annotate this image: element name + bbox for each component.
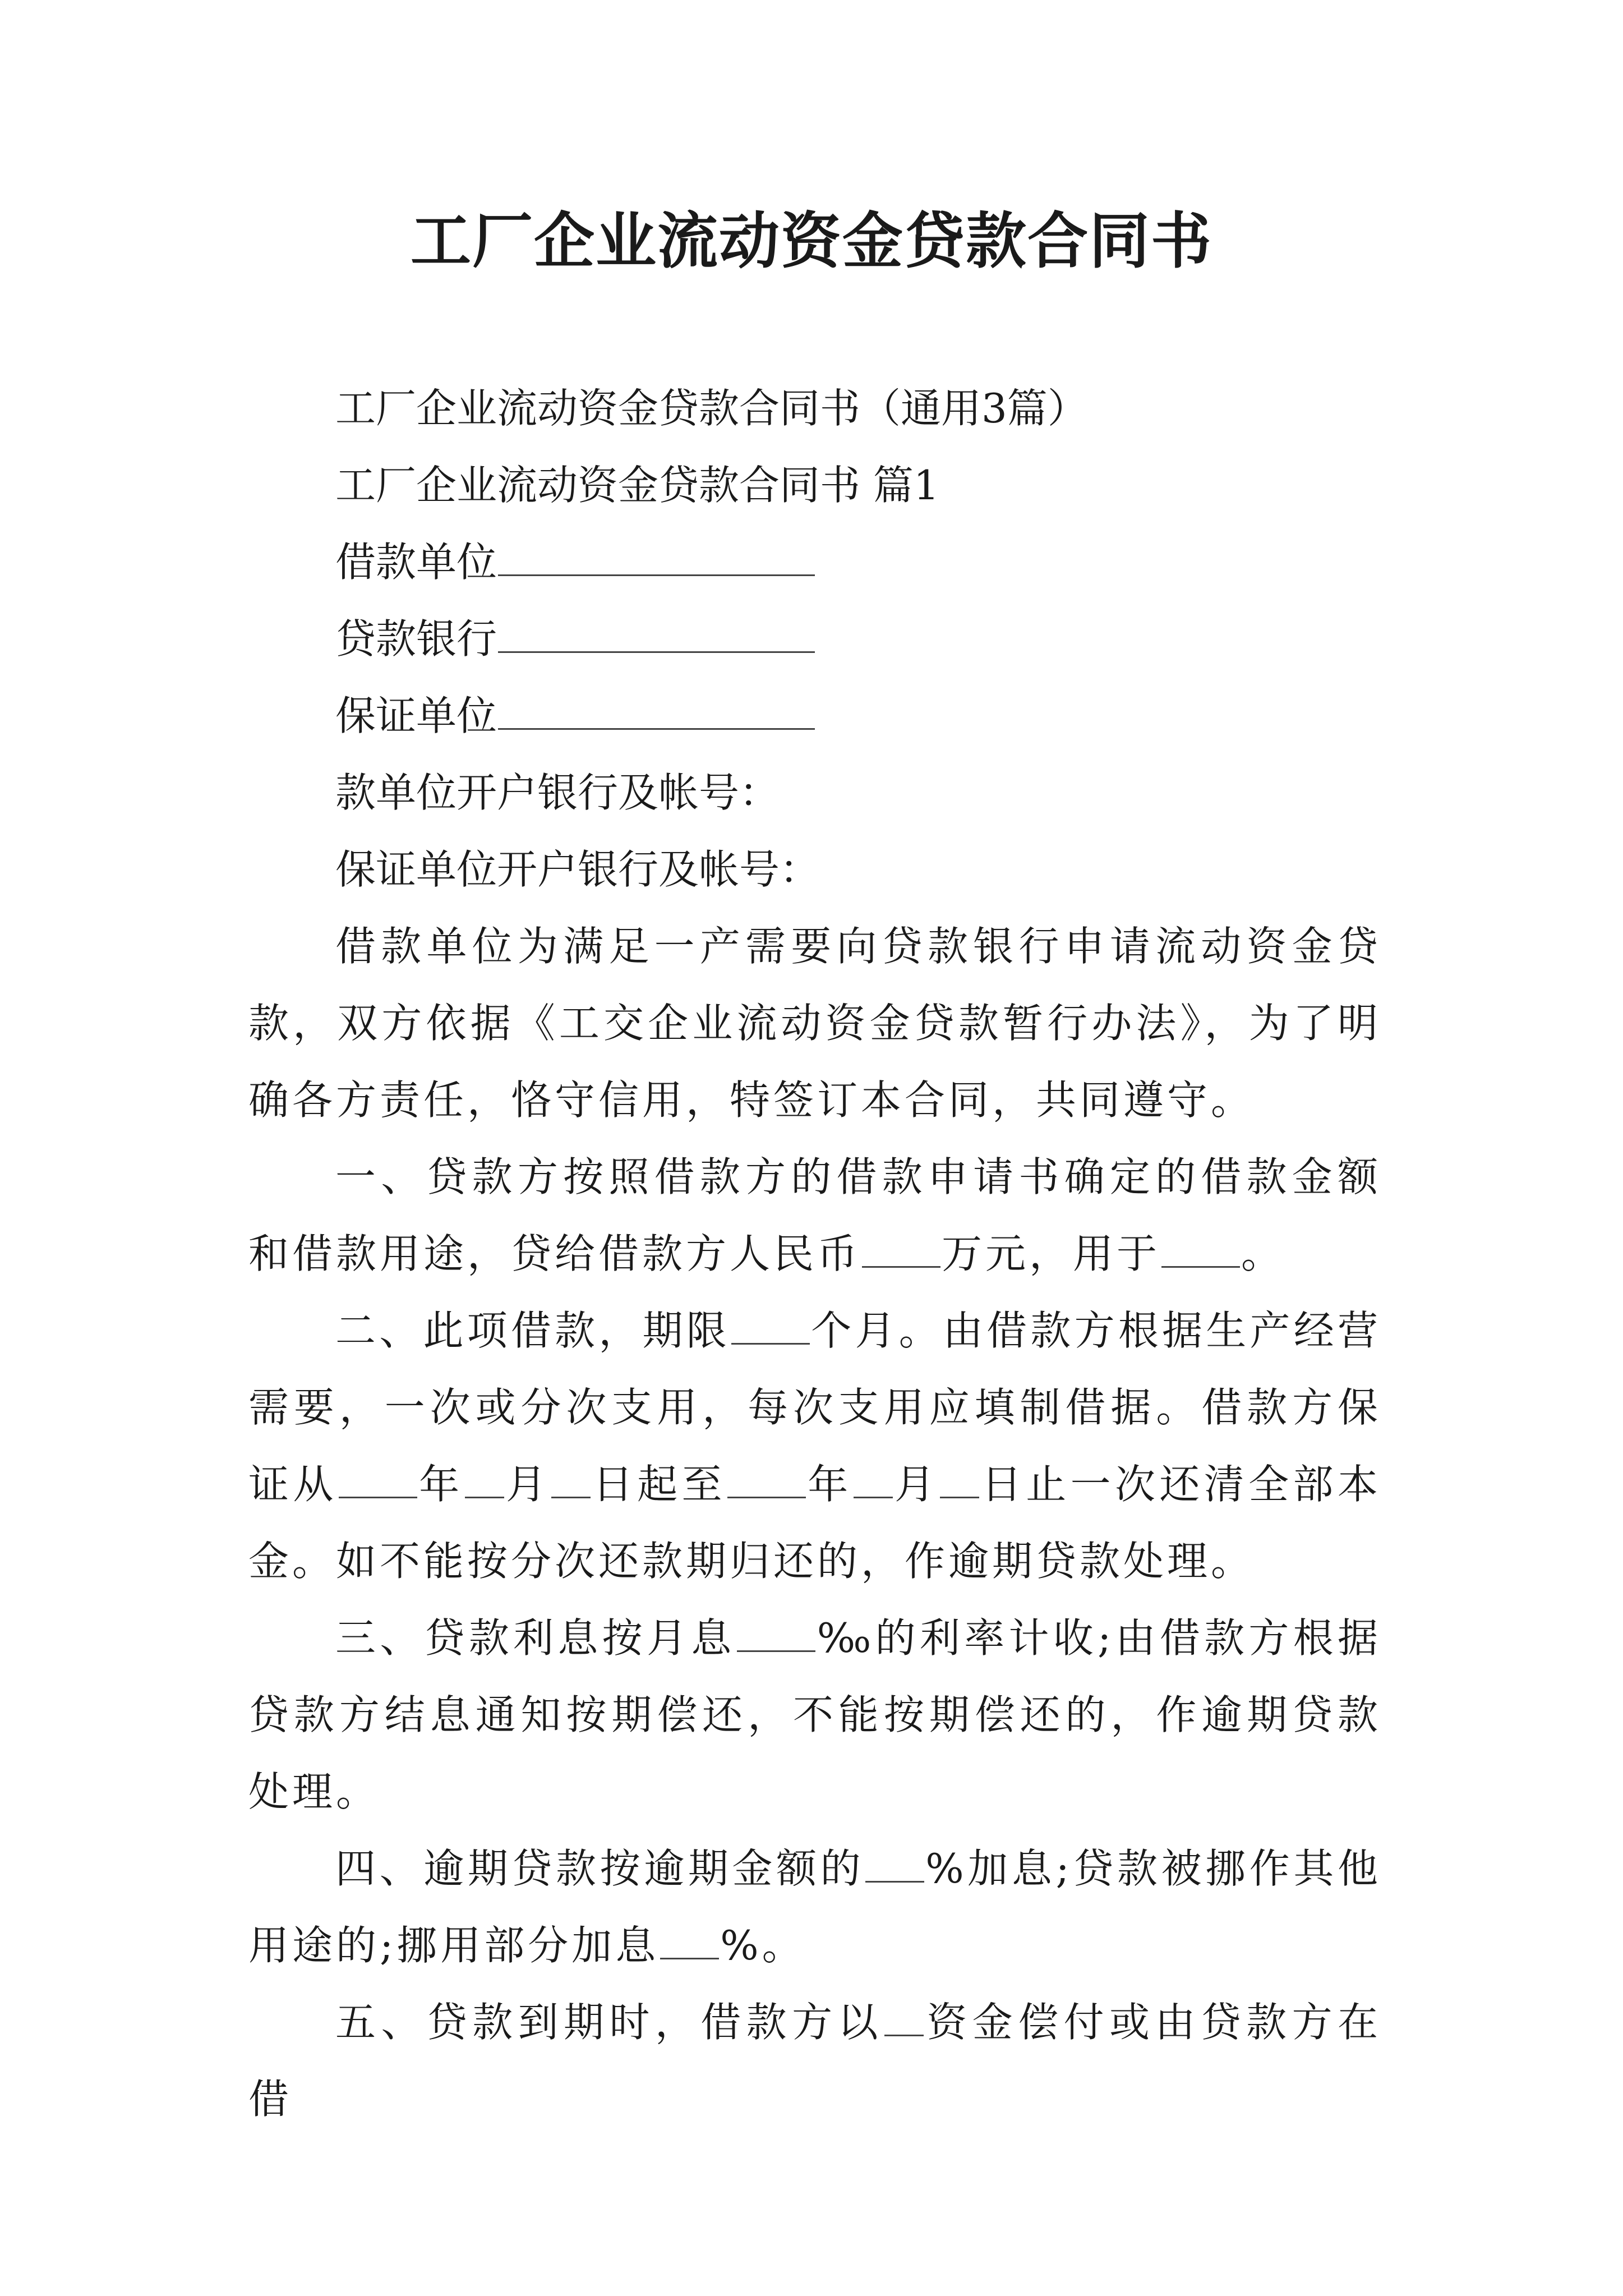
lender-label: 贷款银行 [335,615,497,662]
clause-4-text-b: %加息;贷款被挪作其他用途的;挪用部分加息 [248,1845,1381,1969]
clause-2 [248,1292,1381,1600]
clause-2-text-a: 二、此项借款，期限 [335,1307,731,1354]
end-day-blank [940,1463,979,1498]
end-year-label: 年 [806,1461,852,1508]
clause-5 [248,1984,1381,2138]
document-body [248,370,1381,2138]
borrower-label: 借款单位 [335,539,497,586]
borrower-blank [498,541,815,576]
guarantor-label: 保证单位 [335,692,497,739]
borrower-account-line: 款单位开户银行及帐号： [335,769,780,816]
clause-1-text-a: 一、贷款方按照借款方的借款申请书确定的借款金额和借款用途，贷给借款方人民币 [248,1153,1381,1277]
misuse-rate-blank [660,1924,719,1959]
clause-2-text-c: 日止一次还清全部本金。如不能按分次还款期归还的，作逾期贷款处理。 [248,1461,1381,1585]
start-year-label: 年 [418,1461,464,1508]
clause-2-text-b: 个月。由借款方根据生产经营需要，一次或分次支用，每次支用应填制借据。借款方保证从 [248,1307,1381,1508]
clause-1 [248,1139,1381,1292]
clause-4 [248,1830,1381,1984]
clause-5-text-a: 五、贷款到期时，借款方以 [335,1999,883,2046]
document-subtitle: 工厂企业流动资金贷款合同书（通用3篇） [335,385,1088,432]
overdue-rate-blank [865,1847,924,1883]
repayment-source-blank [884,2001,924,2036]
amount-blank [862,1232,940,1268]
intro-paragraph: 借款单位为满足一产需要向贷款银行申请流动资金贷款，双方依据《工交企业流动资金贷款暂行办法》，为了明确各方责任，恪守信用，特签订本合同，共同遵守。 [248,923,1381,1124]
borrower-field [248,524,1381,601]
section-heading: 工厂企业流动资金贷款合同书 篇1 [335,462,939,509]
start-day-label: 日起至 [592,1461,726,1508]
lender-blank [498,618,815,653]
lender-field [248,601,1381,678]
guarantor-field [248,678,1381,754]
clause-3 [248,1600,1381,1830]
clause-3-text-b: ‰的利率计收;由借款方根据贷款方结息通知按期偿还，不能按期偿还的，作逾期贷款处理。 [248,1614,1381,1815]
start-month-blank [465,1463,504,1498]
end-year-blank [727,1463,806,1498]
end-month-label: 月 [893,1461,939,1508]
start-day-blank [551,1463,591,1498]
clause-3-text-a: 三、贷款利息按月息 [335,1614,736,1662]
purpose-blank [1161,1232,1240,1268]
clause-5-text-b: 资金偿付或由贷款方在借 [248,1999,1381,2123]
clause-1-text-c: 。 [1241,1230,1285,1277]
term-months-blank [731,1309,810,1345]
document-title: 工厂企业流动资金贷款合同书 [410,206,1212,277]
clause-4-text-a: 四、逾期贷款按逾期金额的 [335,1845,865,1892]
clause-1-text-b: 万元，用于 [942,1230,1161,1277]
clause-4-text-c: %。 [720,1922,806,1969]
end-month-blank [854,1463,893,1498]
start-year-blank [339,1463,417,1498]
interest-rate-blank [737,1617,815,1652]
guarantor-account-line: 保证单位开户银行及帐号： [335,846,820,893]
start-month-label: 月 [505,1461,551,1508]
guarantor-blank [498,694,815,730]
